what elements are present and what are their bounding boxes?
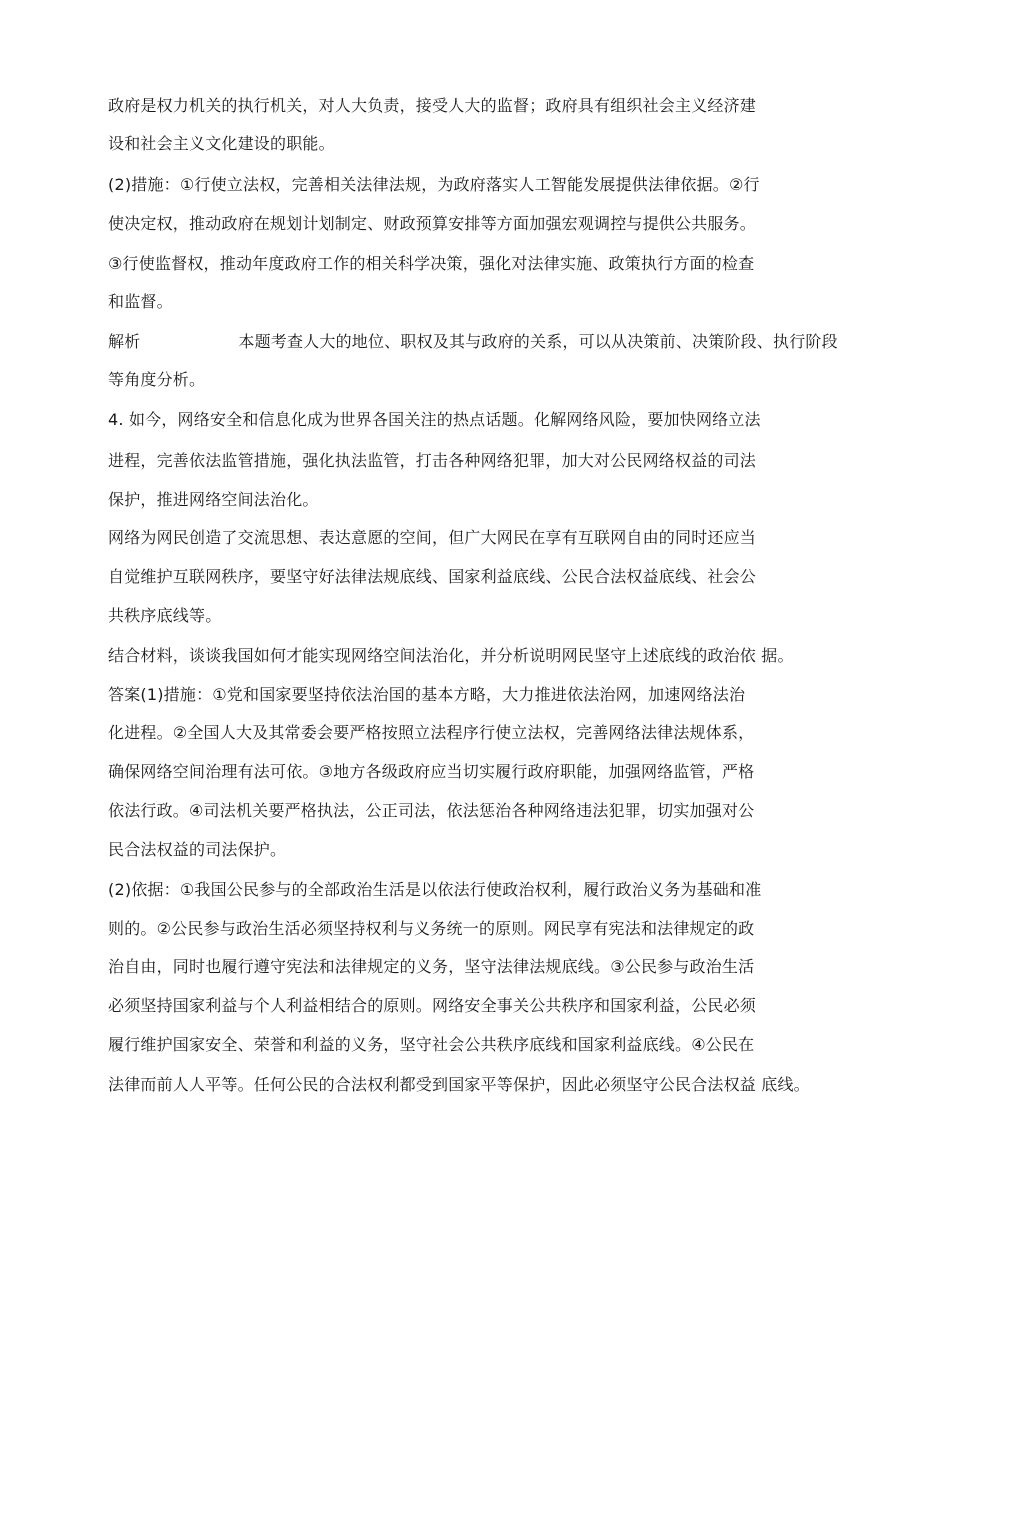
text-line: 民合法权益的司法保护。 (108, 840, 287, 859)
text-line: 网络为网民创造了交流思想、表达意愿的空间，但广大网民在享有互联网自由的同时还应当 (108, 528, 757, 547)
text-line: 保护，推进网络空间法治化。 (108, 490, 319, 509)
text-line: 则的。②公民参与政治生活必须坚持权利与义务统一的原则。网民享有宪法和法律规定的政 (108, 919, 755, 938)
text-line: 政府是权力机关的执行机关，对人大负责，接受人大的监督；政府具有组织社会主义经济建 (108, 96, 757, 115)
analysis-text: 本题考查人大的地位、职权及其与政府的关系，可以从决策前、决策阶段、执行阶段 (238, 332, 838, 351)
text-line: 化进程。②全国人大及其常委会要严格按照立法程序行使立法权，完善网络法律法规体系， (108, 723, 755, 742)
text-line: 共秩序底线等。 (108, 606, 222, 625)
text-line: 自觉维护互联网秩序，要坚守好法律法规底线、国家利益底线、公民合法权益底线、社会公 (108, 567, 757, 586)
question-prompt-line: 结合材料，谈谈我国如何才能实现网络空间法治化，并分析说明网民坚守上述底线的政治依 据。 (108, 646, 794, 665)
text-line: 履行维护国家安全、荣誉和利益的义务，坚守社会公共秩序底线和国家利益底线。④公民在 (108, 1035, 755, 1054)
answer-line: 答案(1)措施：①党和国家要坚持依法治国的基本方略，大力推进依法治网，加速网络法治 (108, 685, 746, 704)
text-line: 确保网络空间治理有法可依。③地方各级政府应当切实履行政府职能，加强网络监管，严格 (108, 762, 755, 781)
text-line: (2)措施：①行使立法权，完善相关法律法规，为政府落实人工智能发展提供法律依据。②行 (108, 175, 760, 194)
text-line: 治自由，同时也履行遵守宪法和法律规定的义务，坚守法律法规底线。③公民参与政治生活 (108, 957, 755, 976)
text-line: 进程，完善依法监管措施，强化执法监管，打击各种网络犯罪，加大对公民网络权益的司法 (108, 451, 757, 470)
text-line: 使决定权，推动政府在规划计划制定、财政预算安排等方面加强宏观调控与提供公共服务。 (108, 214, 757, 233)
question-line: 4. 如今，网络安全和信息化成为世界各国关注的热点话题。化解网络风险，要加快网络立法 (108, 410, 761, 429)
text-line: (2)依据：①我国公民参与的全部政治生活是以依法行使政治权利，履行政治义务为基础和准 (108, 880, 762, 899)
text-line: 依法行政。④司法机关要严格执法，公正司法，依法惩治各种网络违法犯罪，切实加强对公 (108, 801, 755, 820)
text-line: 法律而前人人平等。任何公民的合法权利都受到国家平等保护，因此必须坚守公民合法权益 底线。 (108, 1075, 810, 1094)
text-line: 和监督。 (108, 292, 173, 311)
text-line: 必须坚持国家利益与个人利益相结合的原则。网络安全事关公共秩序和国家利益，公民必须 (108, 996, 757, 1015)
text-line: 等角度分析。 (108, 370, 206, 389)
analysis-line (108, 332, 838, 352)
analysis-label: 解析 (108, 332, 141, 351)
text-line: ③行使监督权，推动年度政府工作的相关科学决策，强化对法律实施、政策执行方面的检查 (108, 254, 755, 273)
text-line: 设和社会主义文化建设的职能。 (108, 134, 335, 153)
